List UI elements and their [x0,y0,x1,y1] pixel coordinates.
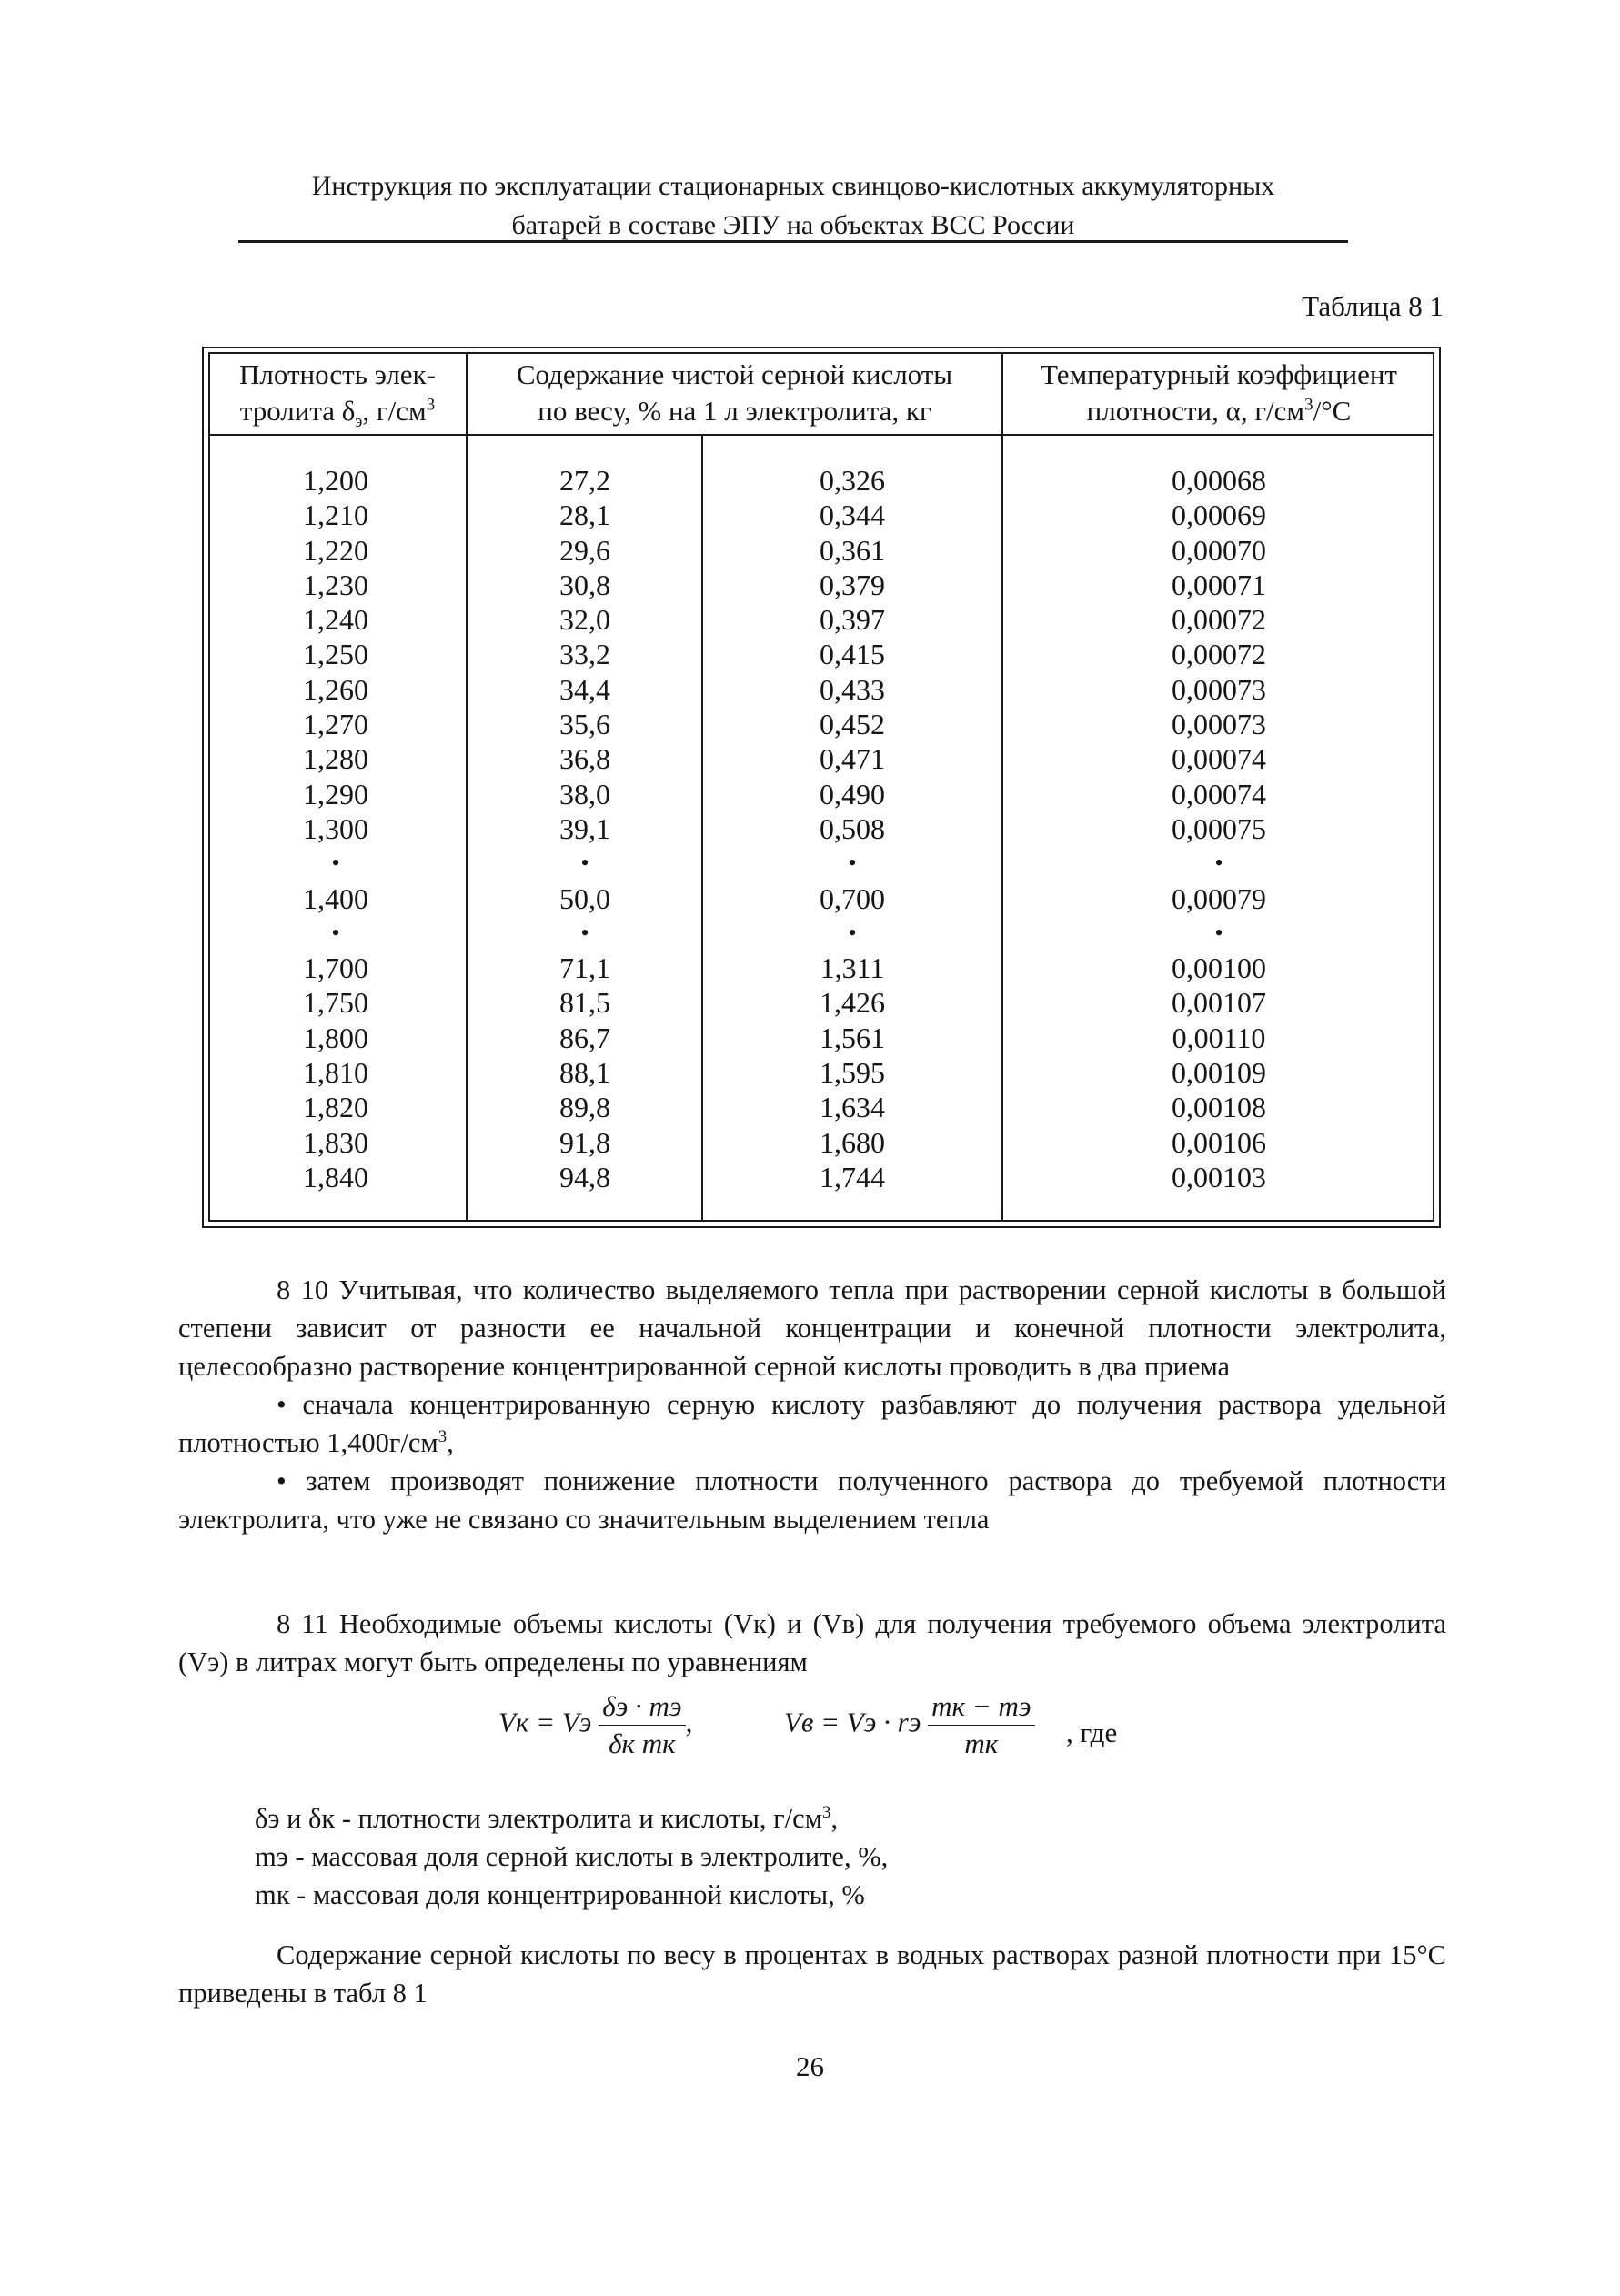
table-cell: 1,680 [820,1125,885,1159]
column-density [222,463,449,1194]
table-cell: 0,471 [820,742,885,776]
table-cell: 1,400 [303,881,368,915]
header-density: Плотность элек- тролита $\delta_э$, $г/см^3$ [239,358,436,432]
table-cell: 1,800 [303,1021,368,1054]
para-8-11-text: 8 11 Необходимые объемы кислоты (Vк) и (Vв) для получения требуемого объема электролита (Vэ) в литрах могут быть определены по уравнениям [178,1608,1446,1677]
table-cell: 39,1 [559,811,610,845]
density-table [202,347,1441,1228]
table-cell: • [580,919,589,946]
formula-acid-fraction: $\frac{\delta э \cdot mэ}{\text{δк mк}}$ [599,1690,685,1760]
para-8-10-bullet-1: • сначала концентрированную серную кислоту разбавляют до получения раствора удельной плотностью $1,400г/см^3$, [178,1389,1446,1458]
table-cell: 0,00106 [1172,1125,1266,1159]
table-cell: 30,8 [559,568,610,601]
table-cell: 0,00108 [1172,1091,1266,1124]
paragraph-8-11 [178,1605,1446,1681]
table-cell: 32,0 [559,603,610,637]
table-cell: • [580,850,589,877]
legend-line-2: mэ - массовая доля серной кислоты в электролите, %, [255,1841,889,1872]
header-line-2: батарей в составе ЭПУ на объектах ВСС России [511,210,1075,240]
table-cell: 0,00079 [1172,881,1266,915]
table-cell: 1,290 [303,777,368,811]
table-cell: 36,8 [559,742,610,776]
table-cell: 0,00073 [1172,708,1266,741]
table-cell: 0,00070 [1172,533,1266,567]
column-temp-coef [1005,463,1433,1194]
table-cell: • [1214,850,1223,877]
table-cell: 0,00074 [1172,742,1266,776]
table-cell: 81,5 [559,986,610,1020]
table-cell: 1,634 [820,1091,885,1124]
table-cell: 0,00110 [1172,1021,1266,1054]
table-cell: 50,0 [559,881,610,915]
legend-line-1: δэ и δк - плотности электролита и кислоты, $г/см^3$, [255,1802,839,1834]
table-cell: 0,415 [820,638,885,671]
formula-acid-volume: Vк = Vэ $\frac{\delta э \cdot mэ}{\text{δк mк}}$ , [498,1690,693,1759]
column-percent [470,463,699,1194]
table-cell: • [331,850,340,877]
table-cell: 1,830 [303,1125,368,1159]
table-cell: 0,00075 [1172,811,1266,845]
formula-water-volume: Vв = Vэ · rэ $\frac{mк - mэ}{mк}$ [784,1690,1035,1760]
table-cell: 0,490 [820,777,885,811]
table-cell: 0,00069 [1172,498,1266,532]
table-cell: 91,8 [559,1125,610,1159]
table-caption: Таблица 8 1 [1302,290,1444,322]
table-divider-2 [701,435,703,1222]
table-cell: 0,379 [820,568,885,601]
table-cell: 27,2 [559,464,610,497]
table-cell: 0,00074 [1172,777,1266,811]
para-8-10-text: 8 10 Учитывая, что количество выделяемого тепла при растворении серной кислоты в большой степени зависит от разности ее начальной концентрации и конечной плотности электролита, целесообразно растворение концентрированной серной кислоты проводить в два приема [178,1274,1446,1382]
table-cell: 1,840 [303,1160,368,1193]
table-cell: 1,220 [303,533,368,567]
table-cell: 1,230 [303,568,368,601]
table-cell: 0,00071 [1172,568,1266,601]
table-cell: 0,00109 [1172,1056,1266,1090]
table-cell: 29,6 [559,533,610,567]
table-cell: 0,344 [820,498,885,532]
table-cell: 0,00072 [1172,638,1266,671]
closing-paragraph: Содержание серной кислоты по весу в процентах в водных растворах разной плотности при 15°С приведены в табл 8 1 [178,1939,1446,2009]
table-cell: 1,250 [303,638,368,671]
table-cell: 88,1 [559,1056,610,1090]
table-cell: 34,4 [559,672,610,706]
column-kg [706,463,999,1194]
table-cell: • [848,850,857,877]
table-cell: 1,200 [303,464,368,497]
table-cell: 1,311 [820,952,885,985]
table-cell: • [1214,919,1223,946]
table-cell: 0,452 [820,708,885,741]
table-cell: 0,361 [820,533,885,567]
paragraph-8-10 [178,1271,1446,1538]
table-cell: 1,300 [303,811,368,845]
table-cell: 0,00073 [1172,672,1266,706]
legend-line-3: mк - массовая доля концентрированной кислоты, % [255,1879,865,1910]
table-cell: 1,820 [303,1091,368,1124]
table-cell: 0,00068 [1172,464,1266,497]
table-cell: 33,2 [559,638,610,671]
header-rule [238,240,1348,243]
table-cell: 1,270 [303,708,368,741]
table-cell: 94,8 [559,1160,610,1193]
table-cell: • [331,919,340,946]
page-number: 26 [796,2050,824,2082]
table-cell: 1,280 [303,742,368,776]
table-cell: 1,260 [303,672,368,706]
table-cell: 0,00103 [1172,1160,1266,1193]
table-cell: 71,1 [559,952,610,985]
table-cell: 0,397 [820,603,885,637]
formula-where: , где [1066,1717,1118,1748]
table-cell: • [848,919,857,946]
table-cell: 0,700 [820,881,885,915]
table-cell: 1,240 [303,603,368,637]
table-cell: 1,595 [820,1056,885,1090]
running-header [238,166,1348,245]
table-cell: 1,744 [820,1160,885,1193]
table-cell: 35,6 [559,708,610,741]
table-cell: 38,0 [559,777,610,811]
table-divider-1 [466,352,468,1222]
table-cell: 1,750 [303,986,368,1020]
table-cell: 0,00107 [1172,986,1266,1020]
table-cell: 28,1 [559,498,610,532]
table-divider-3 [1001,352,1003,1222]
table-cell: 86,7 [559,1021,610,1054]
table-cell: 0,433 [820,672,885,706]
table-cell: 1,561 [820,1021,885,1054]
table-cell: 1,426 [820,986,885,1020]
table-cell: 0,508 [820,811,885,845]
header-temp-coef: Температурный коэффициент плотности, α, $г/см^3/^\circ С$ [1041,358,1397,427]
table-cell: 0,00072 [1172,603,1266,637]
table-cell: 1,810 [303,1056,368,1090]
table-cell: 1,700 [303,952,368,985]
table-cell: 0,326 [820,464,885,497]
header-line-1: Инструкция по эксплуатации стационарных свинцово-кислотных аккумуляторных [311,171,1275,201]
table-cell: 89,8 [559,1091,610,1124]
formula-legend [255,1799,888,1914]
table-cell: 0,00100 [1172,952,1266,985]
formula-water-fraction: $\frac{mк - mэ}{mк}$ [928,1690,1034,1760]
para-8-10-bullet-2: • затем производят понижение плотности полученного раствора до требуемой плотности электролита, что уже не связано со значительным выделением тепла [178,1465,1446,1535]
header-content: Содержание чистой серной кислоты по весу, % на 1 л электролита, кг [516,358,953,427]
table-cell: 1,210 [303,498,368,532]
